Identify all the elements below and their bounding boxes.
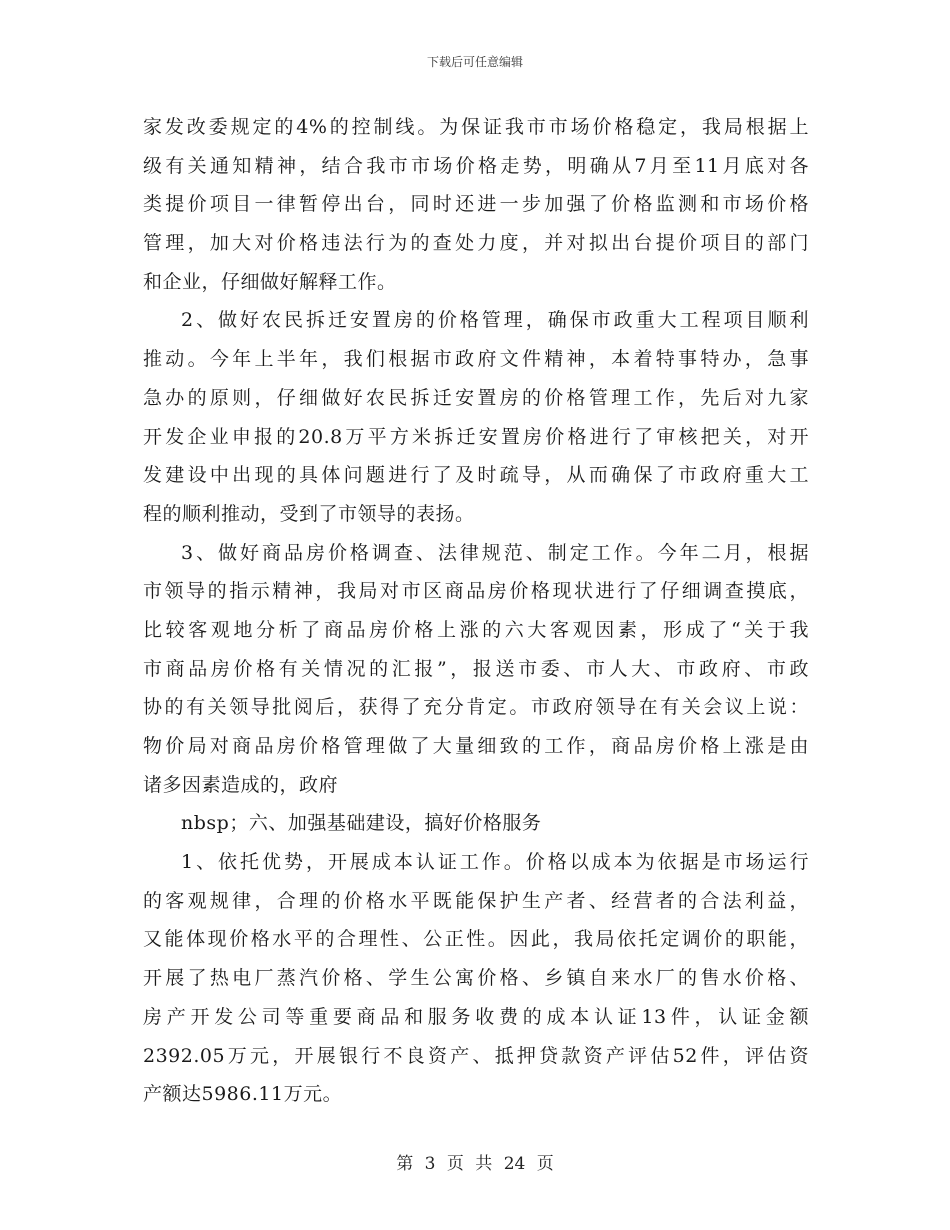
body-text-line: 开发企业申报的20.8万平方米拆迁安置房价格进行了审核把关，对开 [143,425,809,448]
body-text-line: 诸多因素造成的，政府 [143,773,339,796]
body-text-line: 开展了热电厂蒸汽价格、学生公寓价格、乡镇自来水厂的售水价格、 [143,967,809,990]
body-text-line: 类提价项目一律暂停出台，同时还进一步加强了价格监测和市场价格 [143,193,809,216]
body-text-line: 急办的原则，仔细做好农民拆迁安置房的价格管理工作，先后对九家 [143,386,809,409]
body-text-line: 房产开发公司等重要商品和服务收费的成本认证13件，认证金额 [143,1005,809,1028]
body-text-line: 协的有关领导批阅后，获得了充分肯定。市政府领导在有关会议上说： [143,696,809,719]
body-text-line: 市商品房价格有关情况的汇报”，报送市委、市人大、市政府、市政 [143,657,809,680]
body-text-line: 产额达5986.11万元。 [143,1083,343,1106]
page-number-footer: 第 3 页 共 24 页 [396,1154,554,1174]
body-text-line: 2392.05万元，开展银行不良资产、抵押贷款资产评估52件，评估资 [143,1044,809,1067]
body-text-line: 管理，加大对价格违法行为的查处力度，并对拟出台提价项目的部门 [143,232,809,255]
body-text-line: 和企业，仔细做好解释工作。 [143,270,397,293]
body-text-line: 3、做好商品房价格调查、法律规范、制定工作。今年二月，根据 [181,541,809,564]
body-text-line: 市领导的指示精神，我局对市区商品房价格现状进行了仔细调查摸底， [143,580,809,603]
page-header-note: 下载后可任意编辑 [426,55,523,69]
body-text-line: 1、依托优势，开展成本认证工作。价格以成本为依据是市场运行 [181,851,809,874]
body-text-line: 2、做好农民拆迁安置房的价格管理，确保市政重大工程项目顺利 [181,309,809,332]
body-text-line: 推动。今年上半年，我们根据市政府文件精神，本着特事特办，急事 [143,348,809,371]
body-text-line: 发建设中出现的具体问题进行了及时疏导，从而确保了市政府重大工 [143,464,809,487]
body-text-line: nbsp；六、加强基础建设，搞好价格服务 [181,812,542,835]
body-text-line: 程的顺利推动，受到了市领导的表扬。 [143,502,475,525]
body-text-line: 比较客观地分析了商品房价格上涨的六大客观因素，形成了“关于我 [143,618,809,641]
body-text-line: 级有关通知精神，结合我市市场价格走势，明确从7月至11月底对各 [143,154,809,177]
body-text-line: 的客观规律，合理的价格水平既能保护生产者、经营者的合法利益， [143,889,809,912]
body-text-line: 又能体现价格水平的合理性、公正性。因此，我局依托定调价的职能， [143,928,809,951]
document-body [143,108,809,1114]
body-text-line: 物价局对商品房价格管理做了大量细致的工作，商品房价格上涨是由 [143,735,809,757]
body-text-line: 家发改委规定的4%的控制线。为保证我市市场价格稳定，我局根据上 [143,116,809,138]
